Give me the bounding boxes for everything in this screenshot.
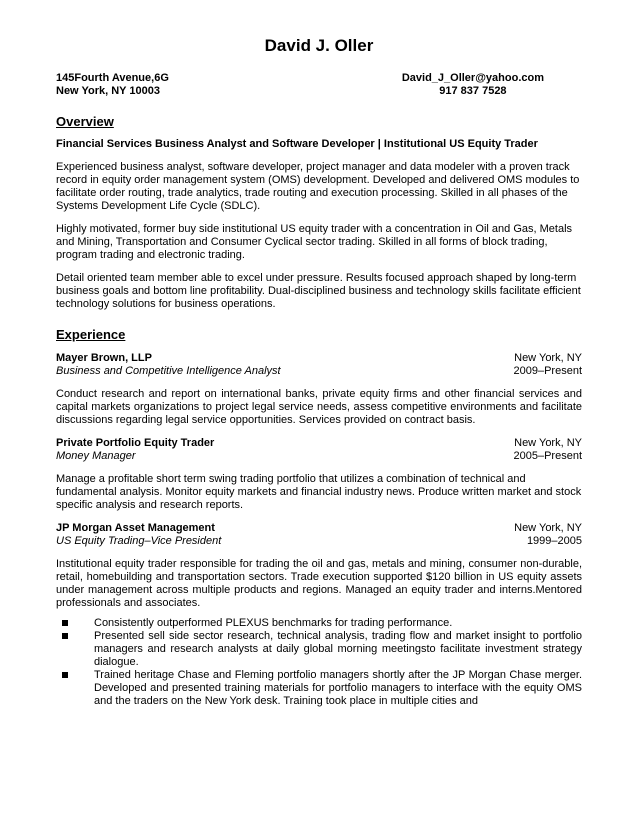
bullet-text: Consistently outperformed PLEXUS benchmarks for trading performance. (94, 617, 453, 629)
job-description: Manage a profitable short term swing trading portfolio that utilizes a combination of technical and fundamental analysis. Monitor equity markets and financial industry news. Produce written market and stock specific analysis and research reports. (56, 473, 582, 511)
job-location: New York, NY (514, 352, 582, 364)
overview-heading: Overview (56, 114, 114, 129)
job-company: Private Portfolio Equity Trader (56, 437, 215, 449)
email: David_J_Oller@yahoo.com (401, 72, 544, 84)
list-item (56, 669, 582, 708)
job-location: New York, NY (514, 522, 582, 534)
overview-headline: Financial Services Business Analyst and Software Developer | Institutional US Equity Trader (56, 138, 538, 150)
job-description: Conduct research and report on international banks, private equity firms and other financial services and capital markets organizations to project legal service needs, assess competitive environments and facilitate discussions regarding legal service opportunities. Services provided on contract basis. (56, 388, 582, 426)
job-company: Mayer Brown, LLP (56, 352, 152, 364)
phone: 917 837 7528 (439, 85, 507, 97)
list-item (56, 617, 582, 630)
experience-heading: Experience (56, 327, 126, 342)
job-title: Money Manager (56, 450, 136, 462)
job-entry (56, 522, 582, 708)
job-subheader (56, 450, 582, 463)
square-bullet-icon (62, 620, 68, 626)
overview-paragraph: Highly motivated, former buy side institutional US equity trader with a concentration in Oil and Gas, Metals and Mining, Transportation and Consumer Cyclical sector trading. Skilled in all forms of block trading, program trading and electronic trading. (56, 223, 573, 261)
bullet-text: Presented sell side sector research, technical analysis, trading flow and market insight to portfolio managers and research analysts at daily global morning meetingsto facilitate investment strategy dialogue. (94, 630, 582, 668)
list-item (56, 630, 582, 669)
overview-paragraph: Experienced business analyst, software developer, project manager and data modeler with a proven track record in equity order management system (OMS) development. Developed and delivered OMS modules to facilitate order routing, trade analytics, trade routing and execution processing. Skilled in all phases of the Systems Development Life Cycle (SDLC). (56, 161, 580, 212)
address-line-2: New York, NY 10003 (56, 85, 160, 97)
job-header (56, 437, 582, 450)
job-title: US Equity Trading–Vice President (56, 535, 222, 547)
job-header (56, 522, 582, 535)
resume-name: David J. Oller (264, 36, 374, 55)
job-title: Business and Competitive Intelligence Analyst (56, 365, 281, 377)
address (56, 72, 169, 98)
job-entry (56, 352, 582, 427)
resume-page (56, 36, 582, 708)
job-subheader (56, 535, 582, 548)
job-subheader (56, 365, 582, 378)
job-description: Institutional equity trader responsible for trading the oil and gas, metals and mining, consumer non-durable, retail, homebuilding and transportation sectors. Trade execution supported $120 billion in US equity assets under management across multiple products and regions. Managed an equity trader and interns.Mentored professionals and associates. (56, 558, 582, 609)
achievement-list (56, 617, 582, 708)
job-dates: 2009–Present (513, 365, 582, 377)
square-bullet-icon (62, 672, 68, 678)
square-bullet-icon (62, 633, 68, 639)
job-header (56, 352, 582, 365)
job-entry (56, 437, 582, 512)
overview-paragraph: Detail oriented team member able to excel under pressure. Results focused approach shaped by long-term business goals and bottom line profitability. Dual-disciplined business and technology skills facilitate efficient technology solutions for business operations. (56, 272, 581, 310)
job-location: New York, NY (514, 437, 582, 449)
job-dates: 2005–Present (513, 450, 582, 462)
job-dates: 1999–2005 (526, 535, 582, 547)
bullet-text: Trained heritage Chase and Fleming portfolio managers shortly after the JP Morgan Chase merger. Developed and presented training materials for portfolio managers to interface with the equity OMS and the traders on the New York desk. Training took place in multiple cities and (94, 669, 582, 707)
job-company: JP Morgan Asset Management (56, 522, 215, 534)
contact-info (402, 72, 582, 98)
address-line-1: 145Fourth Avenue,6G (56, 72, 169, 84)
contact-block (56, 72, 582, 98)
